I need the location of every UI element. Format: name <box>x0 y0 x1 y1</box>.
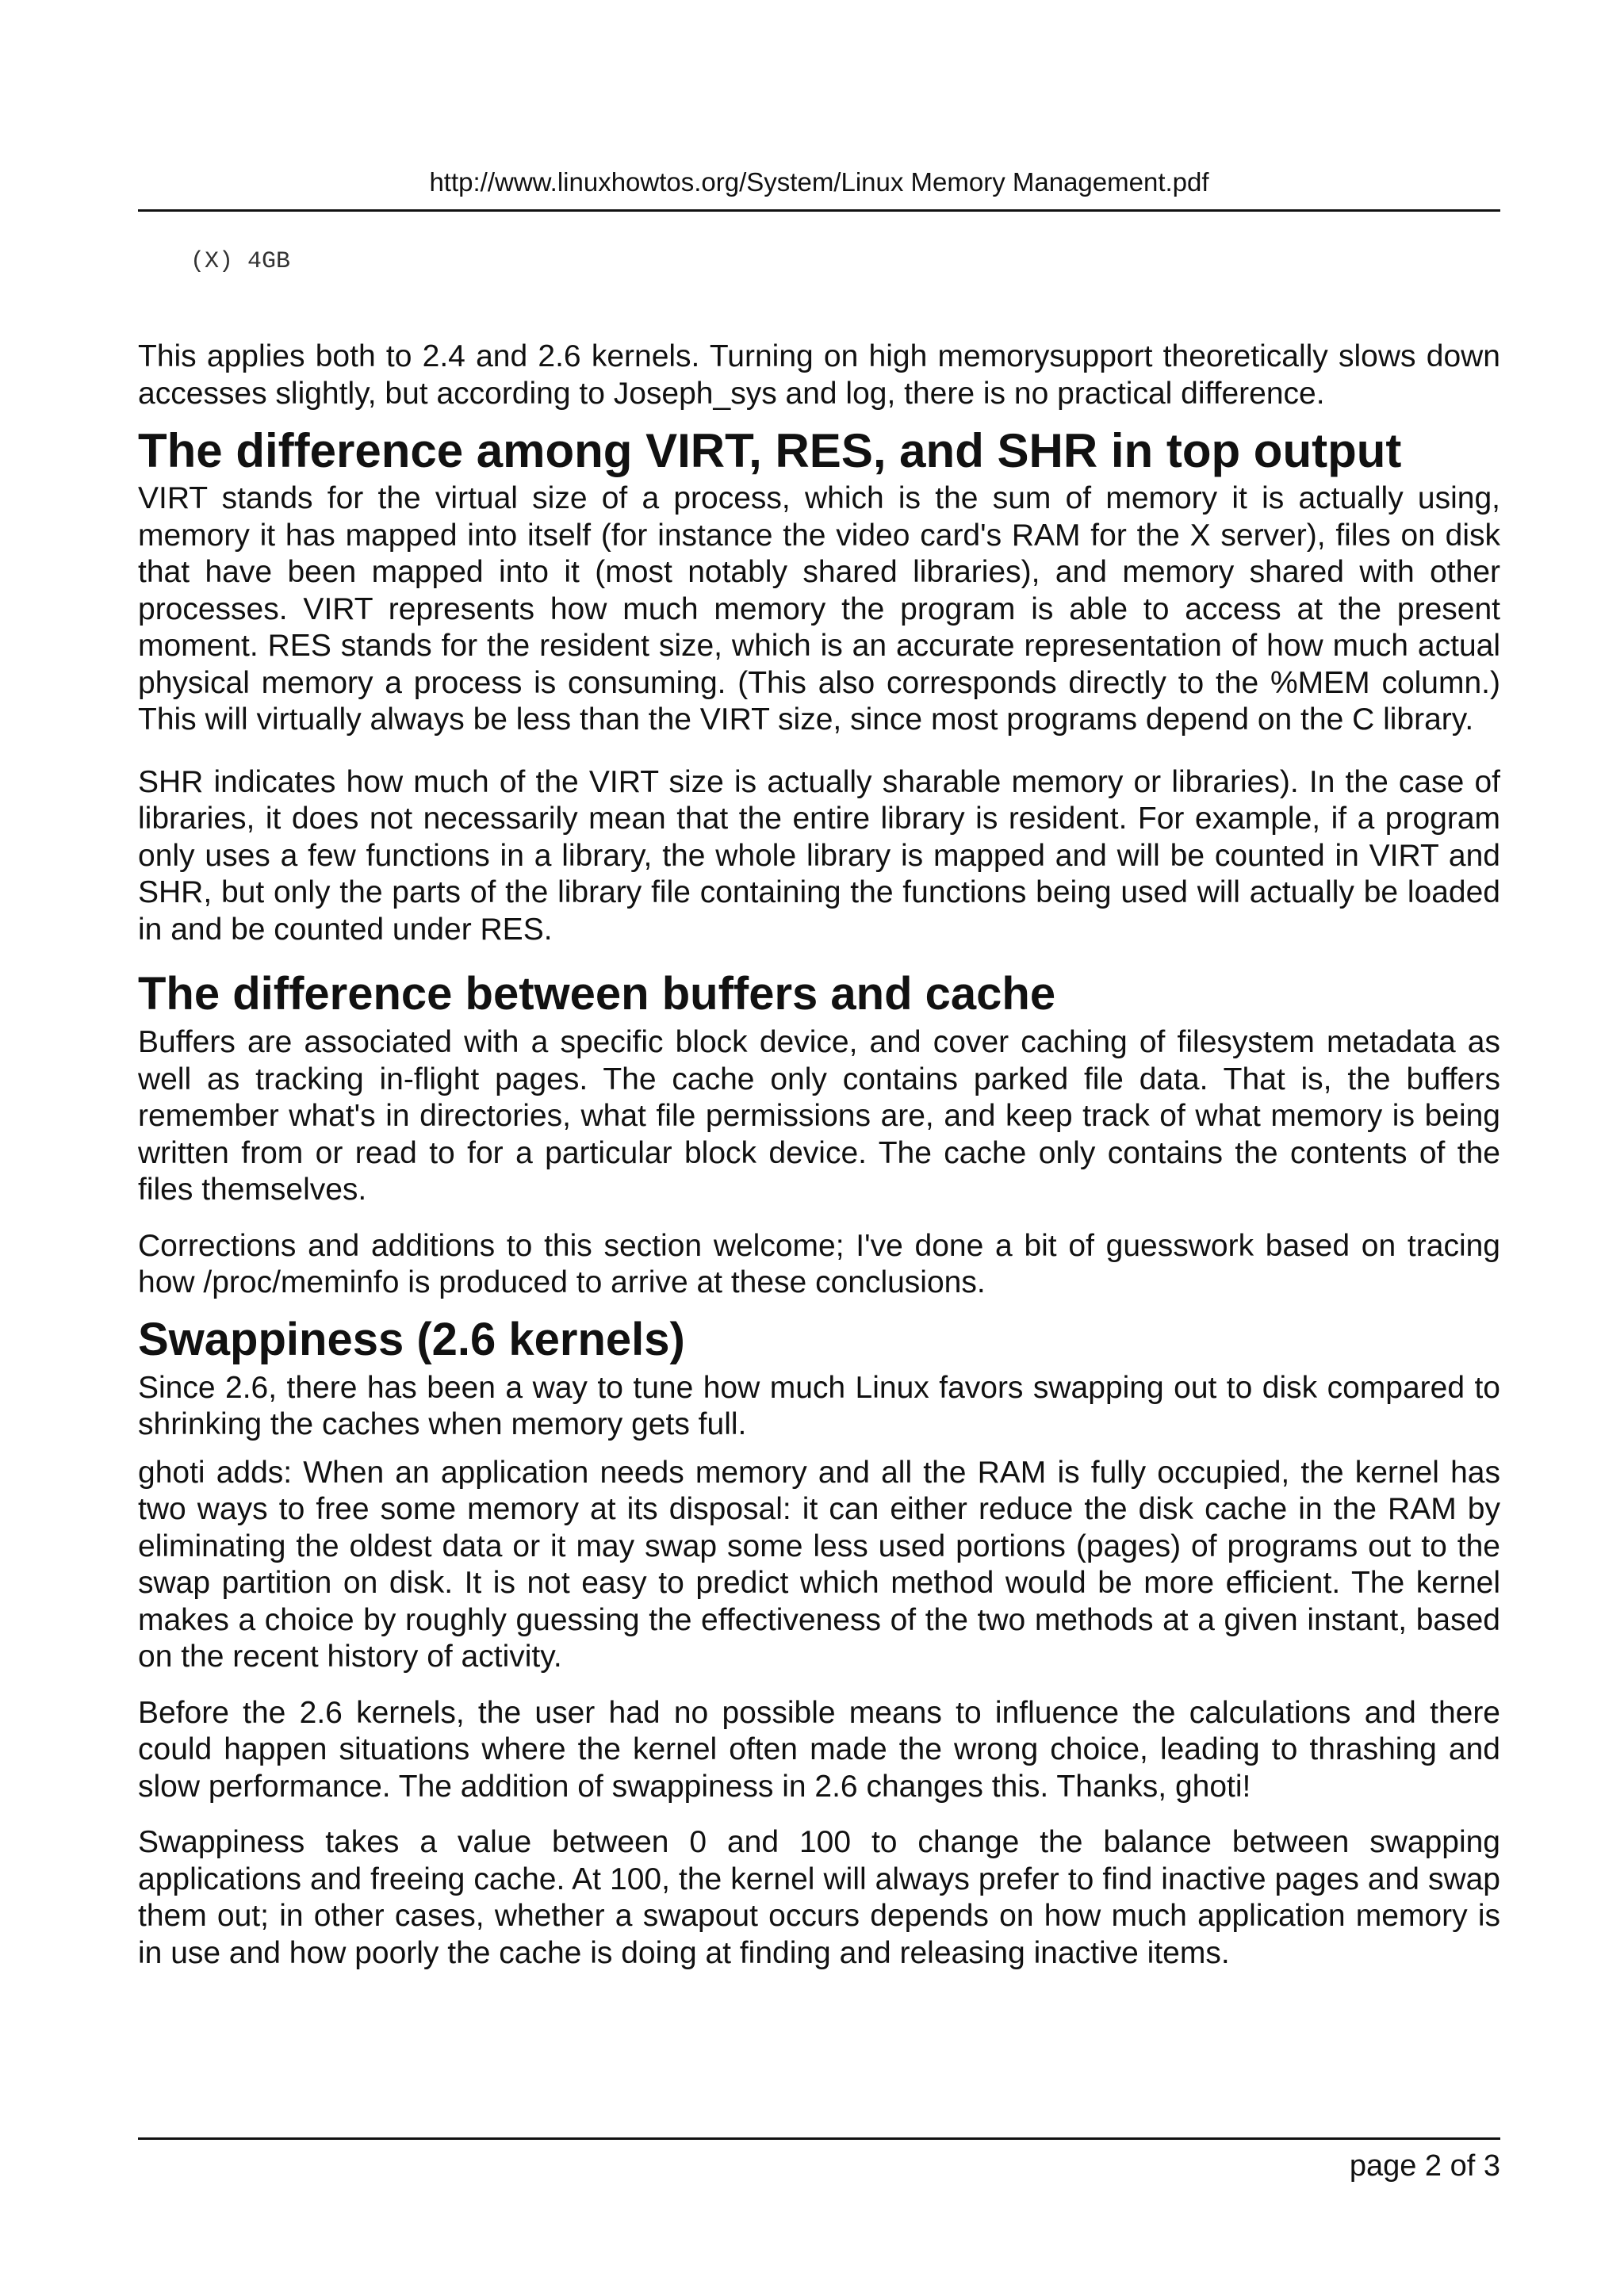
code-line: (X) 4GB <box>190 248 291 275</box>
paragraph-shr: SHR indicates how much of the VIRT size is actually sharable memory or libraries). In the case of libraries, it does not necessarily mean that the entire library is resident. For example, if a program only uses a few functions in a library, the whole library is mapped and will be counted in VIRT and SHR, but only the parts of the library file containing the functions being used will actually be loaded in and be counted under RES. <box>138 764 1500 947</box>
document-page <box>138 166 1500 1972</box>
paragraph-corrections: Corrections and additions to this section welcome; I've done a bit of guesswork based on tracing how /proc/meminfo is produced to arrive at these conclusions. <box>138 1228 1500 1299</box>
page-number: page 2 of 3 <box>1349 2149 1500 2183</box>
paragraph-swappiness-value: Swappiness takes a value between 0 and 100 to change the balance between swapping applications and freeing cache. At 100, the kernel will always prefer to find inactive pages and swap them out; in other cases, whether a swapout occurs depends on how much application memory is in use and how poorly the cache is doing at finding and releasing inactive items. <box>138 1825 1500 1970</box>
intro-paragraph: This applies both to 2.4 and 2.6 kernels. Turning on high memorysupport theoretically slows down accesses slightly, but according to Joseph_sys and log, there is no practical difference. <box>138 339 1500 411</box>
section-heading-buffers-cache: The difference between buffers and cache <box>138 968 1056 1020</box>
section-heading-swappiness: Swappiness (2.6 kernels) <box>138 1313 685 1365</box>
header-url: http://www.linuxhowtos.org/System/Linux Memory Management.pdf <box>138 166 1500 212</box>
paragraph-swappiness-intro: Since 2.6, there has been a way to tune how much Linux favors swapping out to disk compared to shrinking the caches when memory gets full. <box>138 1370 1500 1441</box>
page-footer <box>138 2137 1500 2184</box>
paragraph-virt: VIRT stands for the virtual size of a process, which is the sum of memory it is actually using, memory it has mapped into itself (for instance the video card's RAM for the X server), files on disk that have been mapped into it (most notably shared libraries), and memory shared with other processes. VIRT represents how much memory the program is able to access at the present moment. RES stands for the resident size, which is an accurate representation of how much actual physical memory a process is consuming. (This also corresponds directly to the %MEM column.) This will virtually always be less than the VIRT size, since most programs depend on the C library. <box>138 481 1500 737</box>
document-body <box>138 339 1500 1972</box>
paragraph-buffers: Buffers are associated with a specific block device, and cover caching of filesystem metadata as well as tracking in-flight pages. The cache only contains parked file data. That is, the buffers remember what's in directories, what file permissions are, and keep track of what memory is being written from or read to for a particular block device. The cache only contains the contents of the files themselves. <box>138 1025 1500 1207</box>
paragraph-before-2-6: Before the 2.6 kernels, the user had no possible means to influence the calculations and there could happen situations where the kernel often made the wrong choice, leading to thrashing and slow performance. The addition of swappiness in 2.6 changes this. Thanks, ghoti! <box>138 1695 1500 1804</box>
section-heading-virt-res-shr: The difference among VIRT, RES, and SHR in top output <box>138 424 1402 477</box>
paragraph-ghoti-adds: ghoti adds: When an application needs memory and all the RAM is fully occupied, the kernel has two ways to free some memory at its disposal: it can either reduce the disk cache in the RAM by eliminating the oldest data or it may swap some less used portions (pages) of programs out to the swap partition on disk. It is not easy to predict which method would be more efficient. The kernel makes a choice by roughly guessing the effectiveness of the two methods at a given instant, based on the recent history of activity. <box>138 1455 1500 1674</box>
